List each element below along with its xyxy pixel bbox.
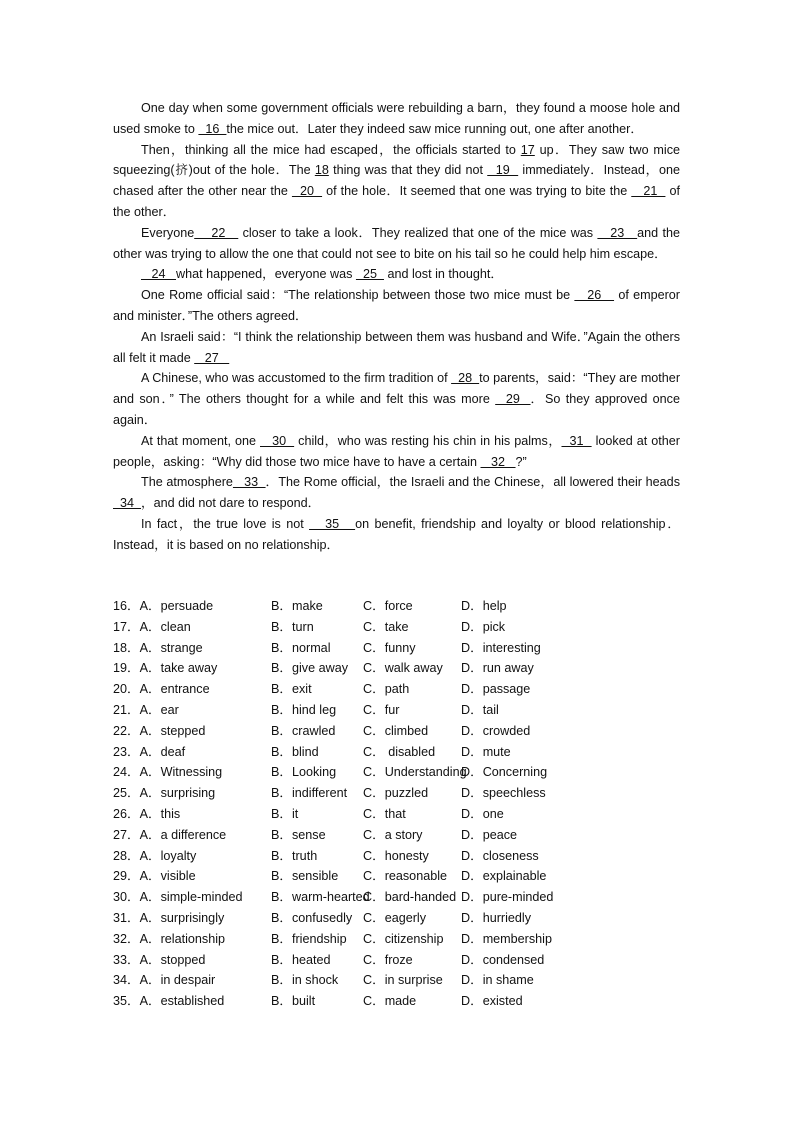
option-d: D．passage [461, 682, 531, 697]
passage-text: and the other was trying to allow the one that could not see to bite on his tail so he could help him escape． [113, 225, 680, 261]
blank-number: 17 [520, 142, 535, 157]
option-b: B．built [271, 994, 316, 1009]
option-d: D．run away [461, 661, 534, 676]
option-b: B．heated [271, 952, 331, 967]
option-b: B．it [271, 806, 299, 821]
passage-text: and lost in thought． [383, 267, 503, 282]
passage-text: of the other． [113, 184, 680, 219]
question-row [113, 638, 680, 659]
option-a: 27．A．a difference [113, 827, 227, 842]
question-row [113, 783, 680, 804]
option-c: C．path [363, 682, 410, 697]
option-a: 23．A．deaf [113, 744, 186, 759]
option-c: C．a story [363, 827, 423, 842]
option-d: D．membership [461, 931, 552, 946]
option-c: C．force [363, 599, 413, 613]
option-c: C．funny [363, 640, 416, 655]
option-c: C．honesty [363, 848, 429, 863]
option-a: 16．A．persuade [113, 599, 214, 613]
option-c: C．climbed [363, 723, 429, 738]
question-row [113, 929, 680, 950]
option-a: 22．A．stepped [113, 723, 206, 738]
blank-number: 18 [314, 163, 329, 178]
passage-text: the mice out．Later they indeed saw mice running out, one after another． [226, 121, 643, 136]
passage-text: ．The Rome official，the Israeli and the Chinese，all lowered their heads [265, 475, 680, 490]
blank-number: 28 [451, 371, 480, 386]
question-row [113, 700, 680, 721]
option-c: C．citizenship [363, 931, 444, 946]
option-d: D．pure-minded [461, 890, 554, 905]
passage-paragraph [113, 285, 680, 327]
blank-number: 35 [309, 516, 356, 531]
blank-number: 16 [198, 121, 227, 136]
passage-paragraph [113, 264, 680, 285]
answer-options [113, 596, 680, 1012]
option-d: D．crowded [461, 723, 531, 738]
blank-number: 29 [495, 392, 531, 407]
passage-text: ．So they approved once again． [113, 392, 680, 427]
option-b: B．give away [271, 661, 348, 676]
passage-text: thing was that they did not [328, 163, 488, 178]
option-b: B．sense [271, 827, 326, 842]
passage-paragraph [113, 327, 680, 369]
passage-paragraph [113, 98, 680, 140]
option-b: B．exit [271, 682, 312, 697]
option-c: C．fur [363, 702, 400, 717]
question-row [113, 887, 680, 908]
passage-paragraph [113, 472, 680, 514]
option-a: 29．A．visible [113, 869, 196, 884]
question-row [113, 658, 680, 679]
question-row [113, 866, 680, 887]
option-d: D．peace [461, 827, 518, 842]
question-row [113, 679, 680, 700]
option-c: C．bard-handed [363, 890, 457, 905]
blank-number: 27 [194, 350, 230, 365]
option-b: B．confusedly [271, 910, 353, 925]
option-c: C．made [363, 994, 417, 1009]
passage-text: At that moment, one [141, 433, 260, 448]
option-b: B．sensible [271, 869, 339, 884]
option-d: D．existed [461, 994, 523, 1009]
passage-text: Then，thinking all the mice had escaped，the officials started to [141, 142, 521, 157]
option-c: C．reasonable [363, 869, 448, 884]
blank-number: 33 [232, 475, 266, 490]
option-d: D．Concerning [461, 765, 548, 780]
option-b: B．turn [271, 619, 314, 634]
option-a: 21．A．ear [113, 702, 179, 717]
option-a: 30．A．simple-minded [113, 890, 243, 905]
option-b: B．hind leg [271, 702, 337, 717]
option-c: C．take [363, 619, 409, 634]
question-row [113, 596, 680, 617]
option-a: 32．A．relationship [113, 931, 226, 946]
question-row [113, 950, 680, 971]
passage-text: to parents，said：“They are mother and son．” The others thought for a while and felt this was more [113, 371, 681, 407]
passage-text: on benefit, friendship and loyalty or blood relationship．Instead，it is based on no relationship． [113, 516, 680, 552]
passage-text: looked at other people，asking：“Why did those two mice have to have a certain [113, 433, 680, 469]
question-row [113, 617, 680, 638]
blank-number: 34 [113, 496, 142, 511]
option-c: C． disabled [363, 744, 436, 759]
option-d: D．speechless [461, 786, 546, 801]
passage-text: The atmosphere [141, 475, 233, 490]
option-a: 24．A．Witnessing [113, 765, 223, 780]
blank-number: 23 [597, 225, 638, 240]
passage-text: up．They saw two mice squeezing(挤)out of the hole．The [113, 142, 680, 178]
option-c: C．walk away [363, 661, 443, 676]
option-d: D．closeness [461, 848, 539, 863]
option-c: C．eagerly [363, 910, 426, 925]
question-row [113, 721, 680, 742]
option-b: B．in shock [271, 973, 339, 988]
blank-number: 30 [260, 433, 295, 448]
question-row [113, 991, 680, 1012]
cloze-passage [113, 98, 680, 556]
option-a: 28．A．loyalty [113, 848, 197, 863]
passage-text: One Rome official said：“The relationship between those two mice must be [141, 288, 575, 303]
passage-paragraph [113, 223, 680, 265]
option-d: D．one [461, 806, 504, 821]
passage-text: Everyone [141, 225, 195, 240]
blank-number: 24 [141, 267, 177, 282]
passage-text: immediately．Instead，one chased after the other near the [113, 163, 680, 199]
passage-text: what happened，everyone was [176, 267, 356, 282]
option-b: B．friendship [271, 931, 347, 946]
blank-number: 26 [574, 288, 615, 303]
blank-number: 19 [487, 163, 519, 178]
option-a: 25．A．surprising [113, 786, 216, 801]
passage-text: closer to take a look．They realized that one of the mice was [238, 225, 598, 240]
option-d: D．in shame [461, 973, 534, 988]
option-d: D．mute [461, 744, 511, 759]
passage-text: An Israeli said：“I think the relationship between them was husband and Wife．”Again the others all felt it made [113, 329, 680, 365]
passage-text: One day when some government officials were rebuilding a barn，they found a moose hole and used smoke to [113, 101, 680, 136]
option-b: B．truth [271, 848, 318, 863]
option-d: D．hurriedly [461, 910, 531, 925]
option-c: C．in surprise [363, 973, 443, 988]
option-d: D．condensed [461, 952, 545, 967]
option-a: 26．A．this [113, 806, 181, 821]
option-a: 17．A．clean [113, 619, 191, 634]
passage-text: ?” [515, 454, 527, 469]
option-b: B．blind [271, 744, 319, 759]
option-b: B．Looking [271, 765, 337, 780]
passage-text: ，and did not dare to respond． [141, 496, 321, 511]
question-row [113, 762, 680, 783]
blank-number: 21 [631, 184, 666, 199]
question-row [113, 908, 680, 929]
option-d: D．tail [461, 702, 499, 717]
question-row [113, 742, 680, 763]
option-c: C．puzzled [363, 786, 429, 801]
option-c: C．that [363, 806, 406, 821]
option-d: D．interesting [461, 640, 541, 655]
blank-number: 31 [561, 433, 592, 448]
passage-paragraph [113, 514, 680, 556]
blank-number: 32 [480, 454, 516, 469]
option-a: 31．A．surprisingly [113, 910, 225, 925]
option-c: C．froze [363, 952, 413, 967]
passage-text: of the hole．It seemed that one was trying to bite the [322, 184, 632, 199]
passage-text: A Chinese, who was accustomed to the firm tradition of [141, 371, 452, 386]
option-d: D．pick [461, 619, 506, 634]
option-d: D．help [461, 599, 507, 613]
passage-paragraph [113, 431, 680, 473]
option-a: 18．A．strange [113, 640, 203, 655]
option-b: B．make [271, 599, 323, 613]
option-a: 20．A．entrance [113, 682, 210, 697]
option-b: B．normal [271, 640, 331, 655]
blank-number: 20 [291, 184, 323, 199]
question-row [113, 970, 680, 991]
option-d: D．explainable [461, 869, 547, 884]
option-a: 34．A．in despair [113, 973, 216, 988]
blank-number: 25 [355, 267, 384, 282]
question-row [113, 804, 680, 825]
passage-text: child，who was resting his chin in his palms， [294, 433, 562, 448]
passage-paragraph [113, 140, 680, 223]
option-c: C．Understanding [363, 765, 467, 780]
blank-number: 22 [194, 225, 239, 240]
option-b: B．warm-hearted [271, 890, 370, 905]
passage-paragraph [113, 368, 680, 430]
option-a: 19．A．take away [113, 661, 218, 676]
question-row [113, 846, 680, 867]
question-row [113, 825, 680, 846]
option-b: B．indifferent [271, 786, 348, 801]
passage-text: In fact，the true love is not [141, 516, 310, 531]
option-a: 35．A．established [113, 994, 225, 1009]
passage-text: of emperor and minister．”The others agreed． [113, 288, 680, 323]
option-a: 33．A．stopped [113, 952, 206, 967]
option-b: B．crawled [271, 723, 336, 738]
